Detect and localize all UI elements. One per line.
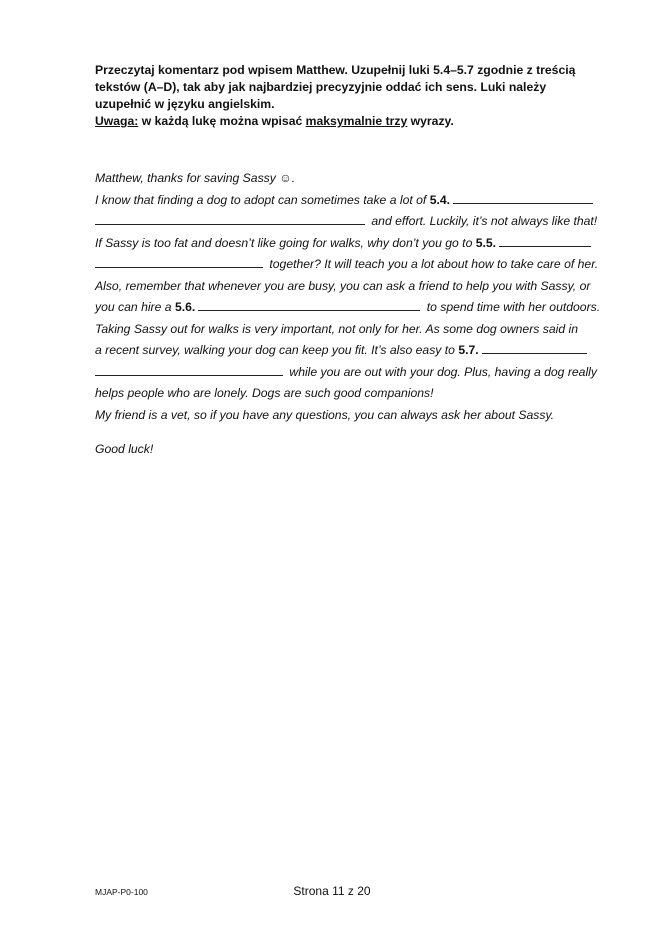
note-emphasis: maksymalnie trzy (305, 114, 408, 128)
instruction-line-2: tekstów (A–D), tak aby jak najbardziej precyzyjnie oddać ich sens. Luki należy (95, 80, 547, 94)
comment-line-7 (95, 297, 605, 319)
task-instructions (95, 62, 595, 130)
gap-blank-5-4-continued[interactable] (95, 213, 365, 225)
text-segment: If Sassy is too fat and doesn’t like going for walks, why don’t you go to (95, 235, 473, 250)
gap-number-5-6: 5.6. (174, 300, 196, 314)
text-segment: and effort. Luckily, it’s not always like that! (371, 214, 598, 228)
spacer (95, 426, 605, 439)
comment-closing: Good luck! (95, 442, 154, 456)
text-segment: you can hire a (95, 300, 172, 314)
gap-blank-5-7-continued[interactable] (95, 364, 283, 376)
instruction-line-3: uzupełnić w języku angielskim. (95, 97, 275, 111)
gap-blank-5-6[interactable] (198, 299, 420, 311)
gap-blank-5-5[interactable] (499, 235, 591, 247)
comment-line-4 (95, 233, 605, 255)
gap-number-5-5: 5.5. (475, 235, 497, 250)
comment-line-11: helps people who are lonely. Dogs are such good companions! (95, 386, 434, 400)
comment-line-10 (95, 362, 605, 384)
gap-blank-5-7[interactable] (482, 342, 587, 354)
text-segment: together? It will teach you a lot about how to take care of her. (269, 257, 599, 271)
comment-line-9 (95, 340, 605, 362)
comment-line-6: Also, remember that whenever you are busy, you can ask a friend to help you with Sassy, or (95, 278, 591, 293)
comment-line-3 (95, 211, 605, 233)
text-segment: a recent survey, walking your dog can keep you fit. It’s also easy to (95, 343, 455, 357)
gap-blank-5-4[interactable] (453, 192, 593, 204)
page-number: Strona 11 z 20 (293, 884, 371, 898)
comment-line-5 (95, 254, 605, 276)
note-end: wyrazy. (407, 114, 454, 128)
gap-blank-5-5-continued[interactable] (95, 256, 263, 268)
comment-text (95, 168, 605, 461)
exam-code: MJAP-P0-100 (95, 887, 148, 897)
text-segment: while you are out with your dog. Plus, having a dog really (289, 364, 597, 379)
comment-line-8: Taking Sassy out for walks is very important, not only for her. As some dog owners said in (95, 321, 578, 336)
note-text: w każdą lukę można wpisać (138, 114, 306, 128)
instruction-note (95, 113, 595, 130)
text-segment: I know that finding a dog to adopt can sometimes take a lot of (95, 192, 427, 207)
comment-line-12: My friend is a vet, so if you have any questions, you can always ask her about Sassy. (95, 407, 555, 422)
gap-number-5-7: 5.7. (458, 343, 479, 357)
text-segment: to spend time with her outdoors. (426, 300, 601, 314)
comment-greeting: Matthew, thanks for saving Sassy ☺. (95, 171, 296, 185)
gap-number-5-4: 5.4. (429, 192, 451, 207)
instruction-line-1: Przeczytaj komentarz pod wpisem Matthew. Uzupełnij luki 5.4–5.7 zgodnie z treścią (95, 63, 576, 77)
comment-line-2 (95, 190, 605, 212)
note-label: Uwaga: (95, 114, 139, 128)
